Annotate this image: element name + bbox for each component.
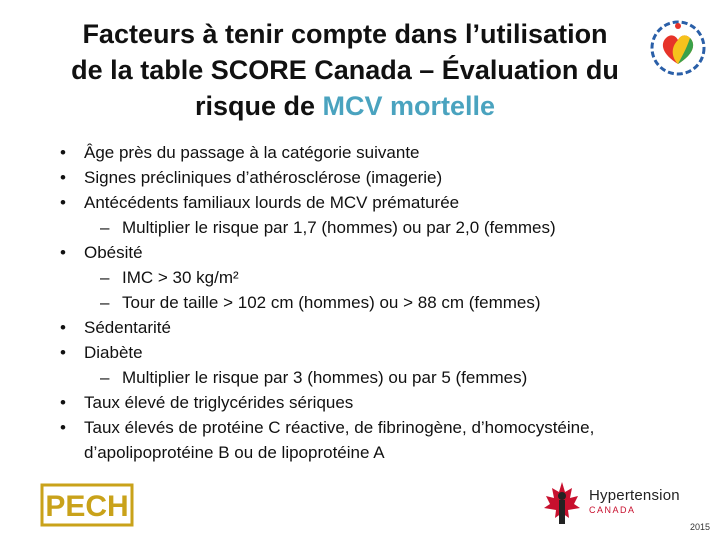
bullet-text: Diabète (84, 343, 143, 362)
sub-bullet-item: – Tour de taille > 102 cm (hommes) ou > 88 cm (femmes) (100, 290, 700, 315)
pech-logo-text: PECH (45, 490, 129, 523)
bullet-item: • Taux élevés de protéine C réactive, de fibrinogène, d’homocystéine, d’apolipoprotéine B ou de lipoprotéine A (60, 415, 700, 465)
person-figure-icon (559, 500, 565, 524)
sub-list (84, 365, 700, 390)
title-line-2: de la table SCORE Canada – Évaluation du (71, 55, 619, 85)
title-line-3-prefix: risque de (194, 91, 323, 121)
bullet-item: • Âge près du passage à la catégorie suivante (60, 140, 700, 165)
bullet-list (60, 140, 700, 465)
sub-bullet-item: – IMC > 30 kg/m² (100, 265, 700, 290)
sub-bullet-item: – Multiplier le risque par 3 (hommes) ou par 5 (femmes) (100, 365, 700, 390)
bullet-item: • Sédentarité (60, 315, 700, 340)
sub-list (84, 215, 700, 240)
title-line-3 (40, 88, 650, 124)
canada-wordmark: CANADA (589, 505, 636, 515)
slide-title (40, 16, 650, 124)
bullet-item: • Taux élevé de triglycérides sériques (60, 390, 700, 415)
bullet-text: Antécédents familiaux lourds de MCV prématurée (84, 193, 460, 212)
bullet-item (60, 240, 700, 315)
bullet-text: Obésité (84, 243, 143, 262)
sub-list (84, 265, 700, 315)
slide-year: 2015 (689, 522, 710, 532)
sub-bullet-item: – Multiplier le risque par 1,7 (hommes) ou par 2,0 (femmes) (100, 215, 700, 240)
bullet-item (60, 340, 700, 390)
hypertension-wordmark: Hypertension (589, 487, 680, 504)
title-line-1: Facteurs à tenir compte dans l’utilisation (82, 19, 608, 49)
title-accent: MCV mortelle (322, 91, 496, 121)
bullet-item (60, 190, 700, 240)
pech-logo (40, 482, 134, 528)
bullet-item: • Signes précliniques d’athérosclérose (imagerie) (60, 165, 700, 190)
score-logo-icon (648, 18, 708, 78)
